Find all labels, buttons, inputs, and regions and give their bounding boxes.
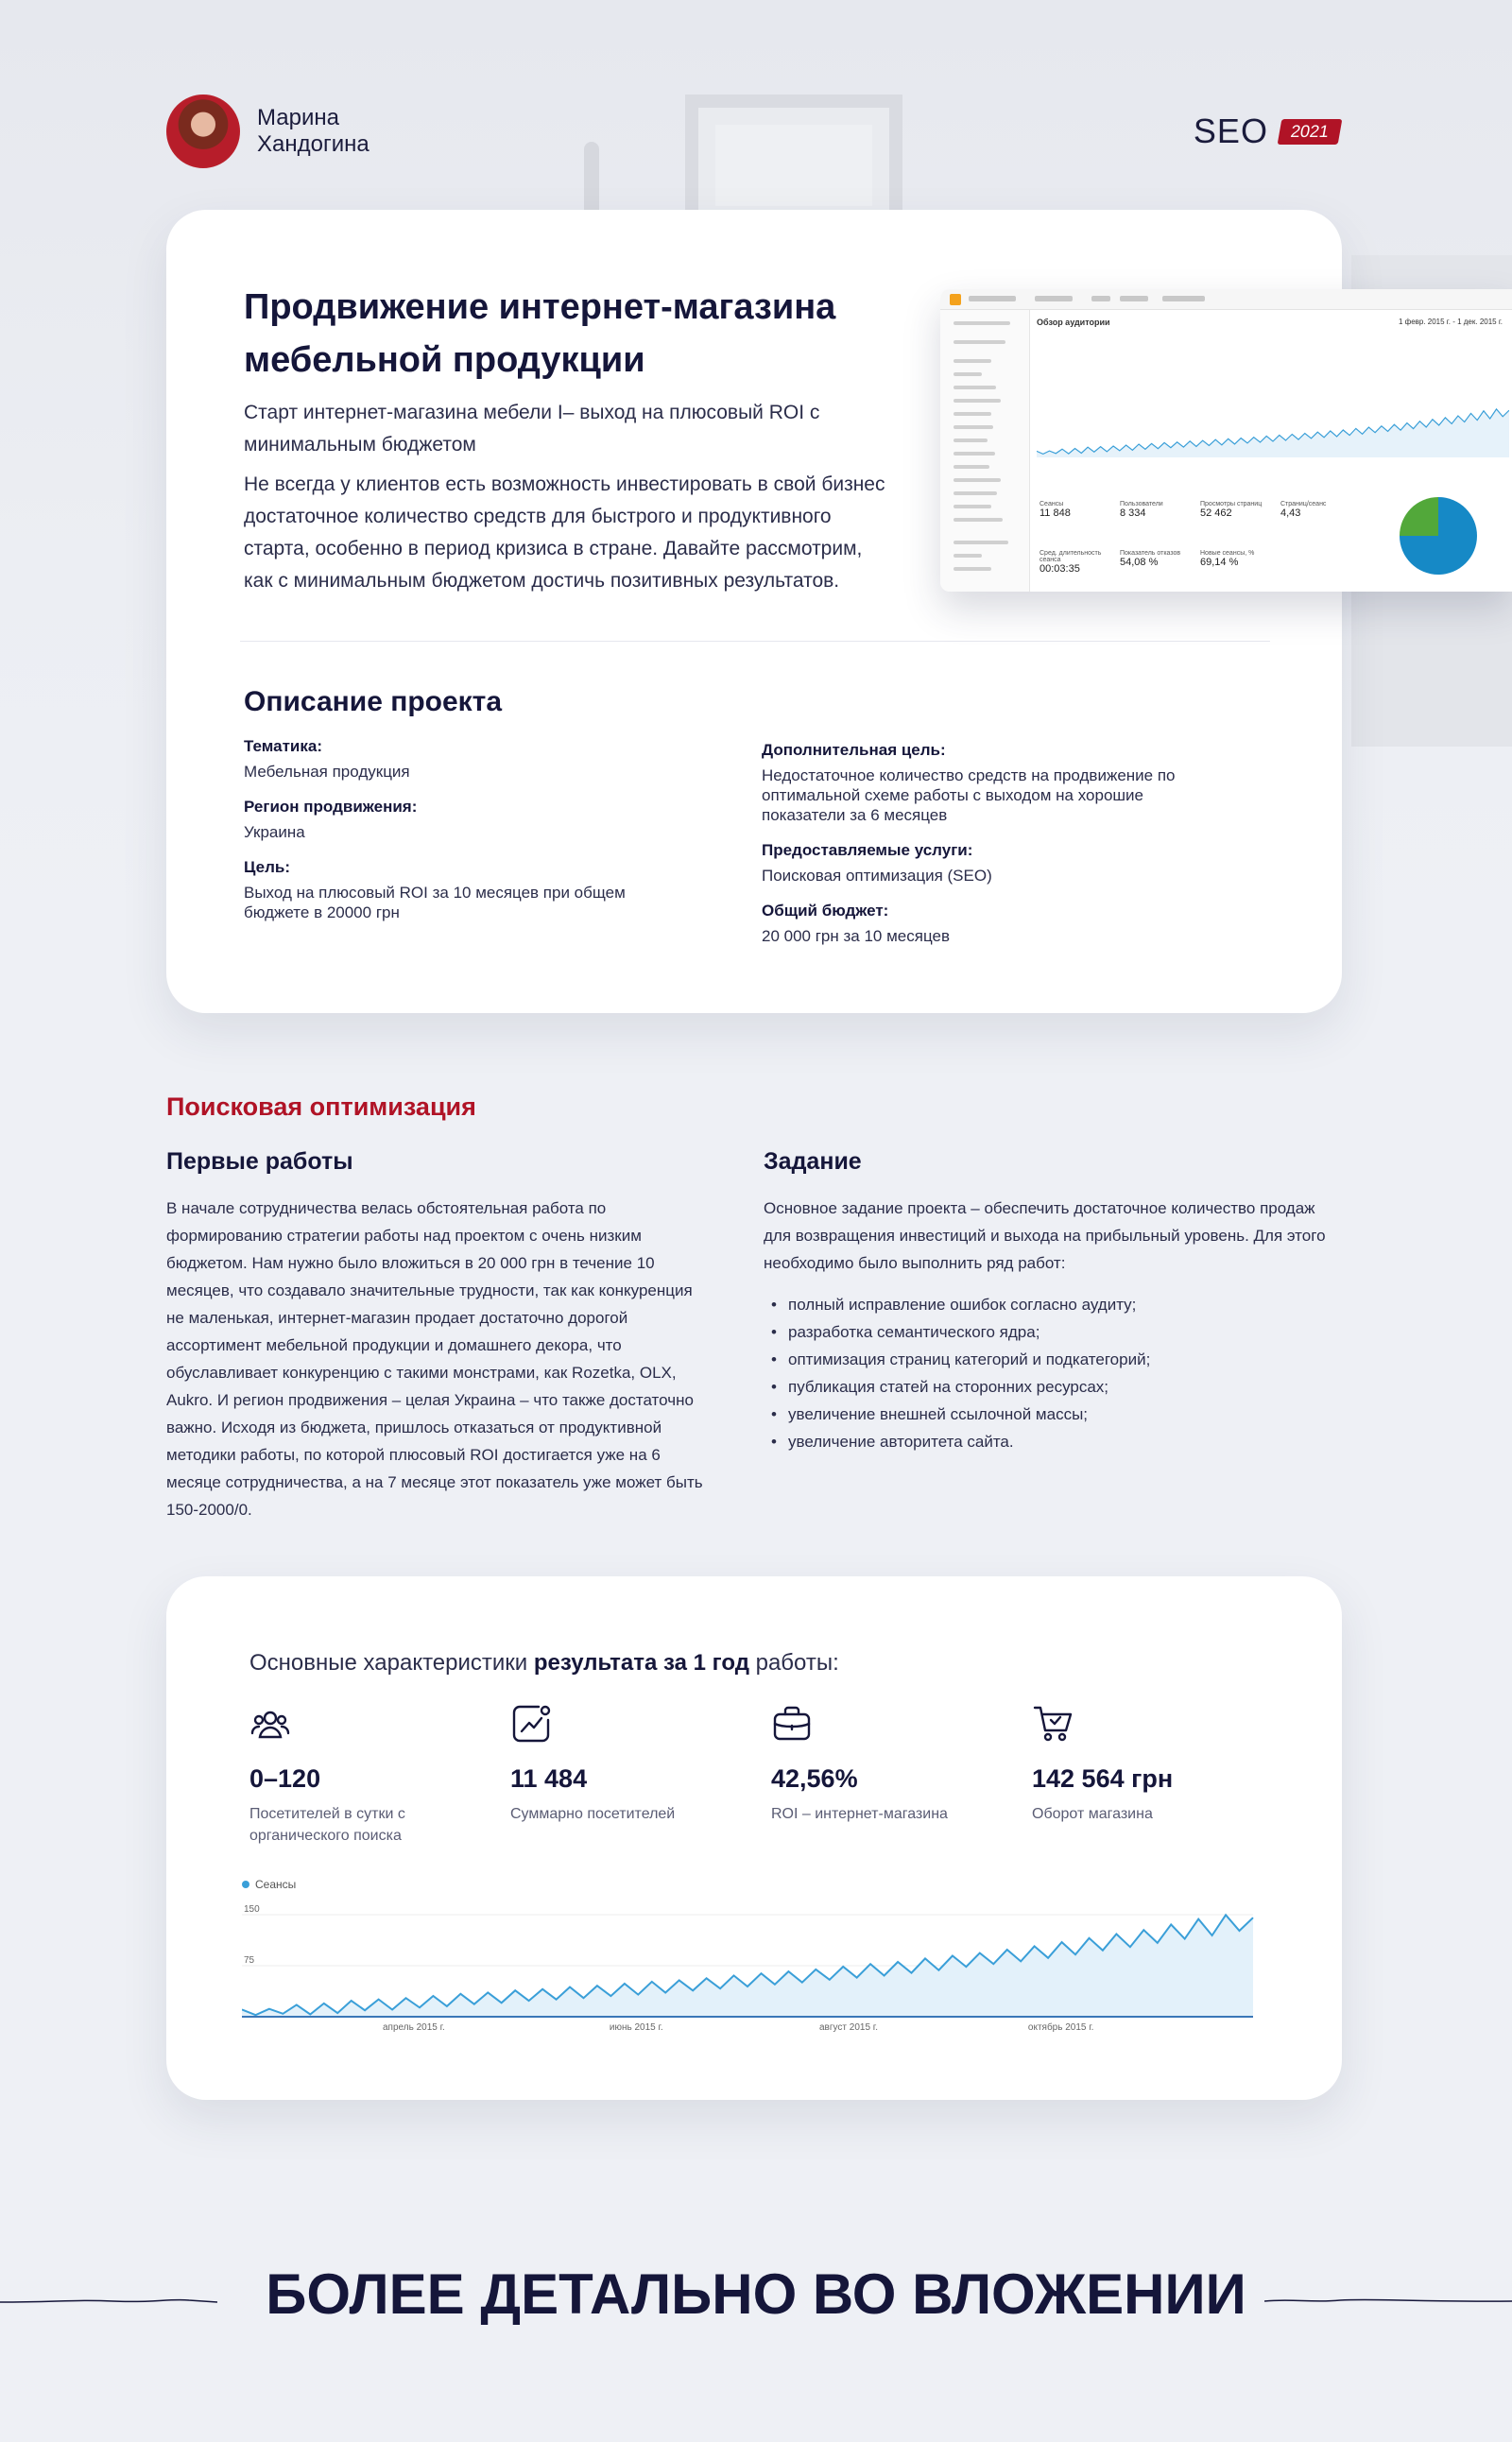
analytics-metric (1200, 501, 1271, 519)
field-budget (762, 900, 1196, 946)
list-item: • оптимизация страниц категорий и подкатегорий; (764, 1346, 1331, 1373)
metric-value: 69,14 % (1200, 557, 1239, 568)
metric-value: 8 334 (1120, 507, 1146, 519)
analytics-topbar (940, 289, 1512, 310)
first-works-title: Первые работы (166, 1148, 353, 1175)
field-value: Украина (244, 823, 305, 841)
author-name (257, 105, 369, 158)
field-label: Предоставляемые услуги: (762, 841, 973, 859)
avatar (166, 95, 240, 168)
stat-roi (771, 1703, 998, 1825)
analytics-header: Обзор аудитории (1037, 318, 1110, 327)
results-card (166, 1576, 1342, 2100)
mini-chart-area (1037, 409, 1509, 457)
brand-badge (1194, 112, 1340, 151)
cart-icon (1032, 1703, 1074, 1745)
hero-subtitle: Старт интернет-магазина мебели I– выход на плюсовый ROI с минимальным бюджетом (244, 402, 820, 456)
metric-label: Просмотры страниц (1200, 501, 1263, 507)
footer-title: БОЛЕЕ ДЕТАЛЬНО ВО ВЛОЖЕНИИ (266, 2262, 1246, 2326)
analytics-mini-chart (1037, 403, 1509, 459)
results-heading (249, 1650, 839, 1677)
metric-label: Показатель отказов (1120, 550, 1181, 557)
section-title: Поисковая оптимизация (166, 1092, 476, 1121)
analytics-metric (1200, 550, 1271, 568)
stat-total-visitors (510, 1703, 737, 1825)
results-heading-suffix: работы: (748, 1650, 839, 1676)
field-label: Тематика: (244, 737, 322, 755)
field-label: Общий бюджет: (762, 902, 889, 920)
metric-label: Новые сеансы, % (1200, 550, 1255, 557)
stat-value: 42,56% (771, 1764, 858, 1793)
list-item: • публикация статей на сторонних ресурсах; (764, 1373, 1331, 1401)
field-extra-goal (762, 739, 1206, 825)
analytics-metric (1280, 501, 1351, 519)
legend-dot (242, 1881, 249, 1888)
author-first-name: Марина (257, 105, 339, 130)
field-value: Недостаточное количество средств на продвижение по оптимальной схеме работы с выходом на хорошие показатели за 6 месяцев (762, 766, 1176, 824)
growth-chart-icon (510, 1703, 552, 1745)
x-tick-label: июнь 2015 г. (609, 2022, 663, 2033)
first-works-text: В начале сотрудничества велась обстоятельная работа по формированию стратегии работы над проектом с очень низким бюджетом. Нам нужно было вложиться в 20 000 грн в течение 10 месяцев, что создавало значительные трудности, так как конкуренция не маленькая, интернет-магазин продает достаточно дорогой ассортимент мебельной продукции и домашнего декора, что обуславливает конкуренцию с такими монстрами, как Rozetka, OLX, Aukro. И регион продвижения – целая Украина – что также достаточно важно. Исходя из бюджета, пришлось отказаться от продуктивной методики работы, по которой плюсовый ROI достигается уже на 6 месяце сотрудничества, а на 7 месяце этот показатель уже может быть 150-2000/0. (166, 1199, 703, 1519)
metric-label: Сред. длительность сеанса (1040, 550, 1102, 563)
legend-label: Сеансы (255, 1878, 297, 1891)
stat-value: 0–120 (249, 1764, 321, 1793)
metric-value: 00:03:35 (1040, 563, 1080, 575)
stat-label: ROI – интернет-магазина (771, 1806, 948, 1822)
y-tick-label: 150 (244, 1904, 260, 1915)
task-list (764, 1291, 1331, 1455)
field-label: Цель: (244, 858, 290, 876)
stat-value: 11 484 (510, 1764, 588, 1793)
stat-label: Оборот магазина (1032, 1806, 1153, 1822)
brand-year: 2021 (1278, 119, 1343, 145)
metric-value: 11 848 (1040, 507, 1071, 519)
author-block (166, 95, 369, 168)
author-last-name: Хандогина (257, 131, 369, 157)
field-value: 20 000 грн за 10 месяцев (762, 927, 950, 945)
analytics-logo-icon (950, 294, 961, 305)
analytics-metric (1120, 550, 1191, 568)
list-item: • увеличение внешней ссылочной массы; (764, 1401, 1331, 1428)
analytics-metric (1040, 501, 1110, 519)
results-heading-prefix: Основные характеристики (249, 1650, 534, 1676)
analytics-metric (1120, 501, 1191, 519)
hero-body: Не всегда у клиентов есть возможность инвестировать в свой бизнес достаточное количество средств для быстрого и продуктивного старта, особенно в период кризиса в стране. Давайте рассмотрим, как с минимальным бюджетом достичь позитивных результатов. (244, 473, 885, 592)
field-label: Регион продвижения: (244, 798, 418, 816)
sessions-chart (242, 1877, 1263, 2047)
analytics-date-range: 1 февр. 2015 г. - 1 дек. 2015 г. (1398, 318, 1503, 326)
results-heading-bold: результата за 1 год (533, 1650, 749, 1676)
x-tick-label: август 2015 г. (819, 2022, 878, 2033)
field-services (762, 839, 1196, 886)
x-tick-label: октябрь 2015 г. (1027, 2022, 1094, 2033)
stat-turnover (1032, 1703, 1259, 1825)
y-tick-label: 75 (244, 1955, 255, 1966)
analytics-screenshot (940, 289, 1512, 592)
metric-label: Страниц/сеанс (1280, 501, 1327, 507)
field-value: Выход на плюсовый ROI за 10 месяцев при общем бюджете в 20000 грн (244, 884, 626, 921)
briefcase-icon (771, 1703, 813, 1745)
list-item: • полный исправление ошибок согласно аудиту; (764, 1291, 1331, 1318)
analytics-sidebar (940, 310, 1030, 592)
metric-value: 4,43 (1280, 507, 1301, 519)
metric-value: 54,08 % (1120, 557, 1159, 568)
users-icon (249, 1703, 291, 1745)
field-topic (244, 735, 679, 782)
field-value: Мебельная продукция (244, 763, 410, 781)
metric-label: Сеансы (1040, 501, 1064, 507)
analytics-metric (1040, 550, 1110, 575)
page-title: Продвижение интернет-магазина мебельной продукции (244, 287, 836, 380)
stat-visitors-per-day (249, 1703, 476, 1847)
list-item: • разработка семантического ядра; (764, 1318, 1331, 1346)
footer-decor-line-right (1264, 2296, 1512, 2306)
metric-label: Пользователи (1120, 501, 1163, 507)
list-item: • увеличение авторитета сайта. (764, 1428, 1331, 1455)
field-label: Дополнительная цель: (762, 741, 946, 759)
metric-value: 52 462 (1200, 507, 1232, 519)
x-tick-label: апрель 2015 г. (382, 2022, 445, 2033)
field-region (244, 796, 679, 842)
description-title: Описание проекта (244, 686, 503, 717)
analytics-pie-chart (1400, 497, 1477, 575)
task-text: Основное задание проекта – обеспечить достаточное количество продаж для возвращения инвестиций и выхода на прибыльный уровень. Для этого необходимо было выполнить ряд работ: (764, 1199, 1326, 1272)
stat-label: Суммарно посетителей (510, 1806, 676, 1822)
stat-label: Посетителей в сутки с органического поиска (249, 1806, 405, 1844)
brand-label: SEO (1193, 112, 1268, 150)
field-value: Поисковая оптимизация (SEO) (762, 867, 992, 885)
task-title: Задание (764, 1148, 862, 1175)
field-goal (244, 856, 660, 922)
divider (240, 641, 1270, 642)
stat-value: 142 564 грн (1032, 1764, 1174, 1793)
